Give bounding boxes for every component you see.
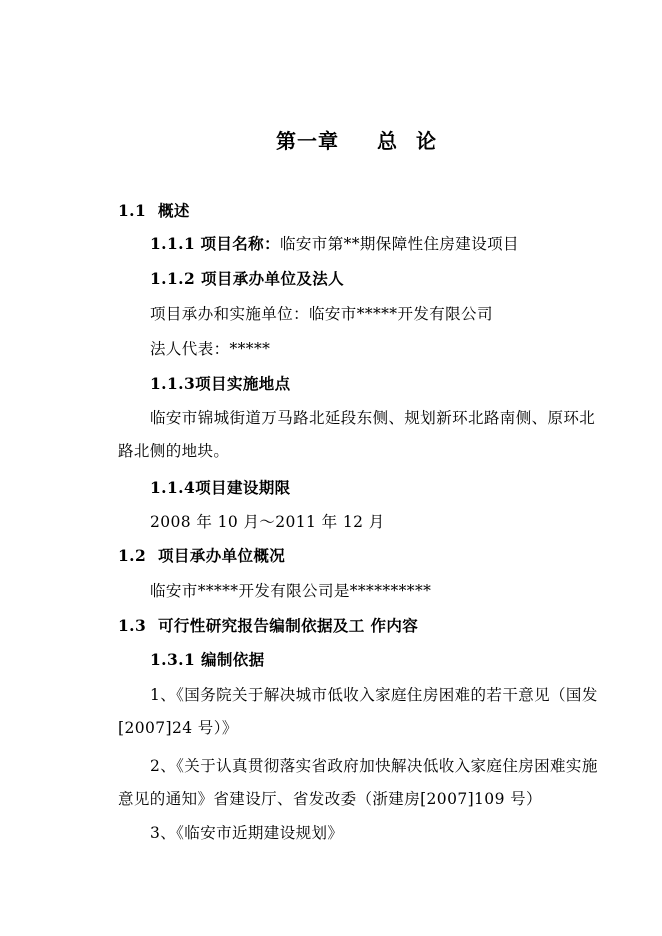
section-heading-1-1-1: 1.1.1 项目名称：临安市第**期保障性住房建设项目 — [150, 234, 519, 253]
chapter-title — [276, 130, 437, 152]
section-heading-1-1: 1.1 概述 — [118, 201, 190, 220]
chapter-label: 第一章 — [276, 129, 339, 153]
unit-paragraph: 项目承办和实施单位：临安市*****开发有限公司 — [150, 305, 493, 323]
period-paragraph: 2008 年 10 月～2011 年 12 月 — [150, 513, 385, 531]
basis-item-1-line2: [2007]24 号）》 — [118, 719, 238, 737]
location-paragraph-line1: 临安市锦城街道万马路北延段东侧、规划新环北路南侧、原环北 — [150, 409, 596, 427]
location-paragraph-line2: 路北侧的地块。 — [118, 442, 230, 460]
section-heading-1-1-3: 1.1.3项目实施地点 — [150, 374, 291, 393]
section-heading-1-2: 1.2 项目承办单位概况 — [118, 546, 286, 565]
section-heading-1-3-1: 1.3.1 编制依据 — [150, 650, 265, 669]
section-heading-1-3: 1.3 可行性研究报告编制依据及工 作内容 — [118, 616, 419, 635]
basis-item-2-line2: 意见的通知》省建设厅、省发改委（浙建房[2007]109 号） — [118, 790, 542, 808]
basis-item-2-line1: 2、《关于认真贯彻落实省政府加快解决低收入家庭住房困难实施 — [150, 757, 598, 775]
section-heading-1-1-4: 1.1.4项目建设期限 — [150, 478, 291, 497]
company-paragraph: 临安市*****开发有限公司是********** — [150, 582, 432, 600]
basis-item-1-line1: 1、《国务院关于解决城市低收入家庭住房困难的若干意见（国发 — [150, 686, 598, 704]
basis-item-3-line1: 3、《临安市近期建设规划》 — [150, 824, 344, 842]
chapter-title-part2: 论 — [416, 129, 437, 153]
chapter-title-part1: 总 — [377, 129, 398, 153]
legal-rep-paragraph: 法人代表：***** — [150, 340, 271, 358]
section-heading-1-1-2: 1.1.2 项目承办单位及法人 — [150, 269, 345, 288]
